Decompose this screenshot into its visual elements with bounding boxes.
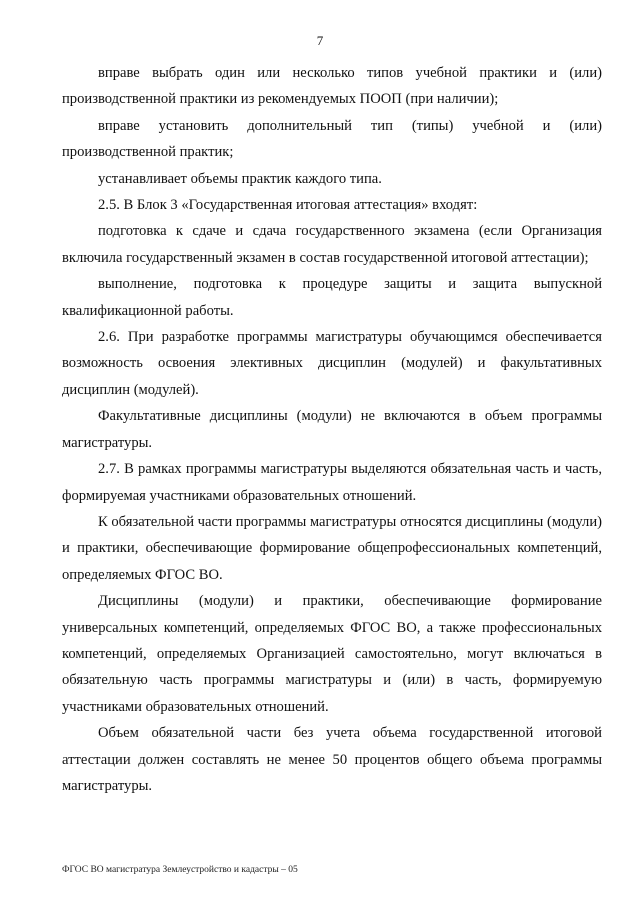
page-footer: ФГОС ВО магистратура Землеустройство и кадастры – 05	[62, 865, 298, 875]
paragraph: выполнение, подготовка к процедуре защиты и защита выпускной квалификационной работы.	[62, 276, 602, 319]
paragraph: 2.7. В рамках программы магистратуры выделяются обязательная часть и часть, формируемая участниками образовательных отношений.	[62, 461, 602, 504]
paragraph: 2.5. В Блок 3 «Государственная итоговая аттестация» входят:	[98, 197, 478, 214]
paragraph: Объем обязательной части без учета объема государственной итоговой аттестации должен составлять не менее 50 процентов общего объема программы магистратуры.	[62, 725, 602, 794]
paragraph: К обязательной части программы магистратуры относятся дисциплины (модули) и практики, обеспечивающие формирование общепрофессиональных компетенций, определяемых ФГОС ВО.	[62, 513, 603, 583]
paragraph: вправе установить дополнительный тип (типы) учебной и (или) производственной практик;	[62, 117, 602, 161]
paragraph: вправе выбрать один или несколько типов учебной практики и (или) производственной практики из рекомендуемых ПООП (при наличии);	[62, 65, 602, 108]
paragraph: Дисциплины (модули) и практики, обеспечивающие формирование универсальных компетенций, определяемых ФГОС ВО, а также профессиональных компетенций, определяемых Организацией самостоятельно, могут включаться в обязательную часть программы магистратуры и (или) в часть, формируемую участниками образовательных отношений.	[62, 593, 602, 715]
paragraph: устанавливает объемы практик каждого типа.	[98, 170, 382, 187]
page-number: 7	[316, 33, 324, 48]
paragraph: подготовка к сдаче и сдача государственного экзамена (если Организация включила государственный экзамен в состав государственной итоговой аттестации);	[62, 223, 602, 266]
paragraph: Факультативные дисциплины (модули) не включаются в объем программы магистратуры.	[62, 408, 602, 451]
paragraph: 2.6. При разработке программы магистратуры обучающимся обеспечивается возможность освоения элективных дисциплин (модулей) и факультативных дисциплин (модулей).	[62, 329, 602, 398]
document-body	[62, 60, 602, 799]
